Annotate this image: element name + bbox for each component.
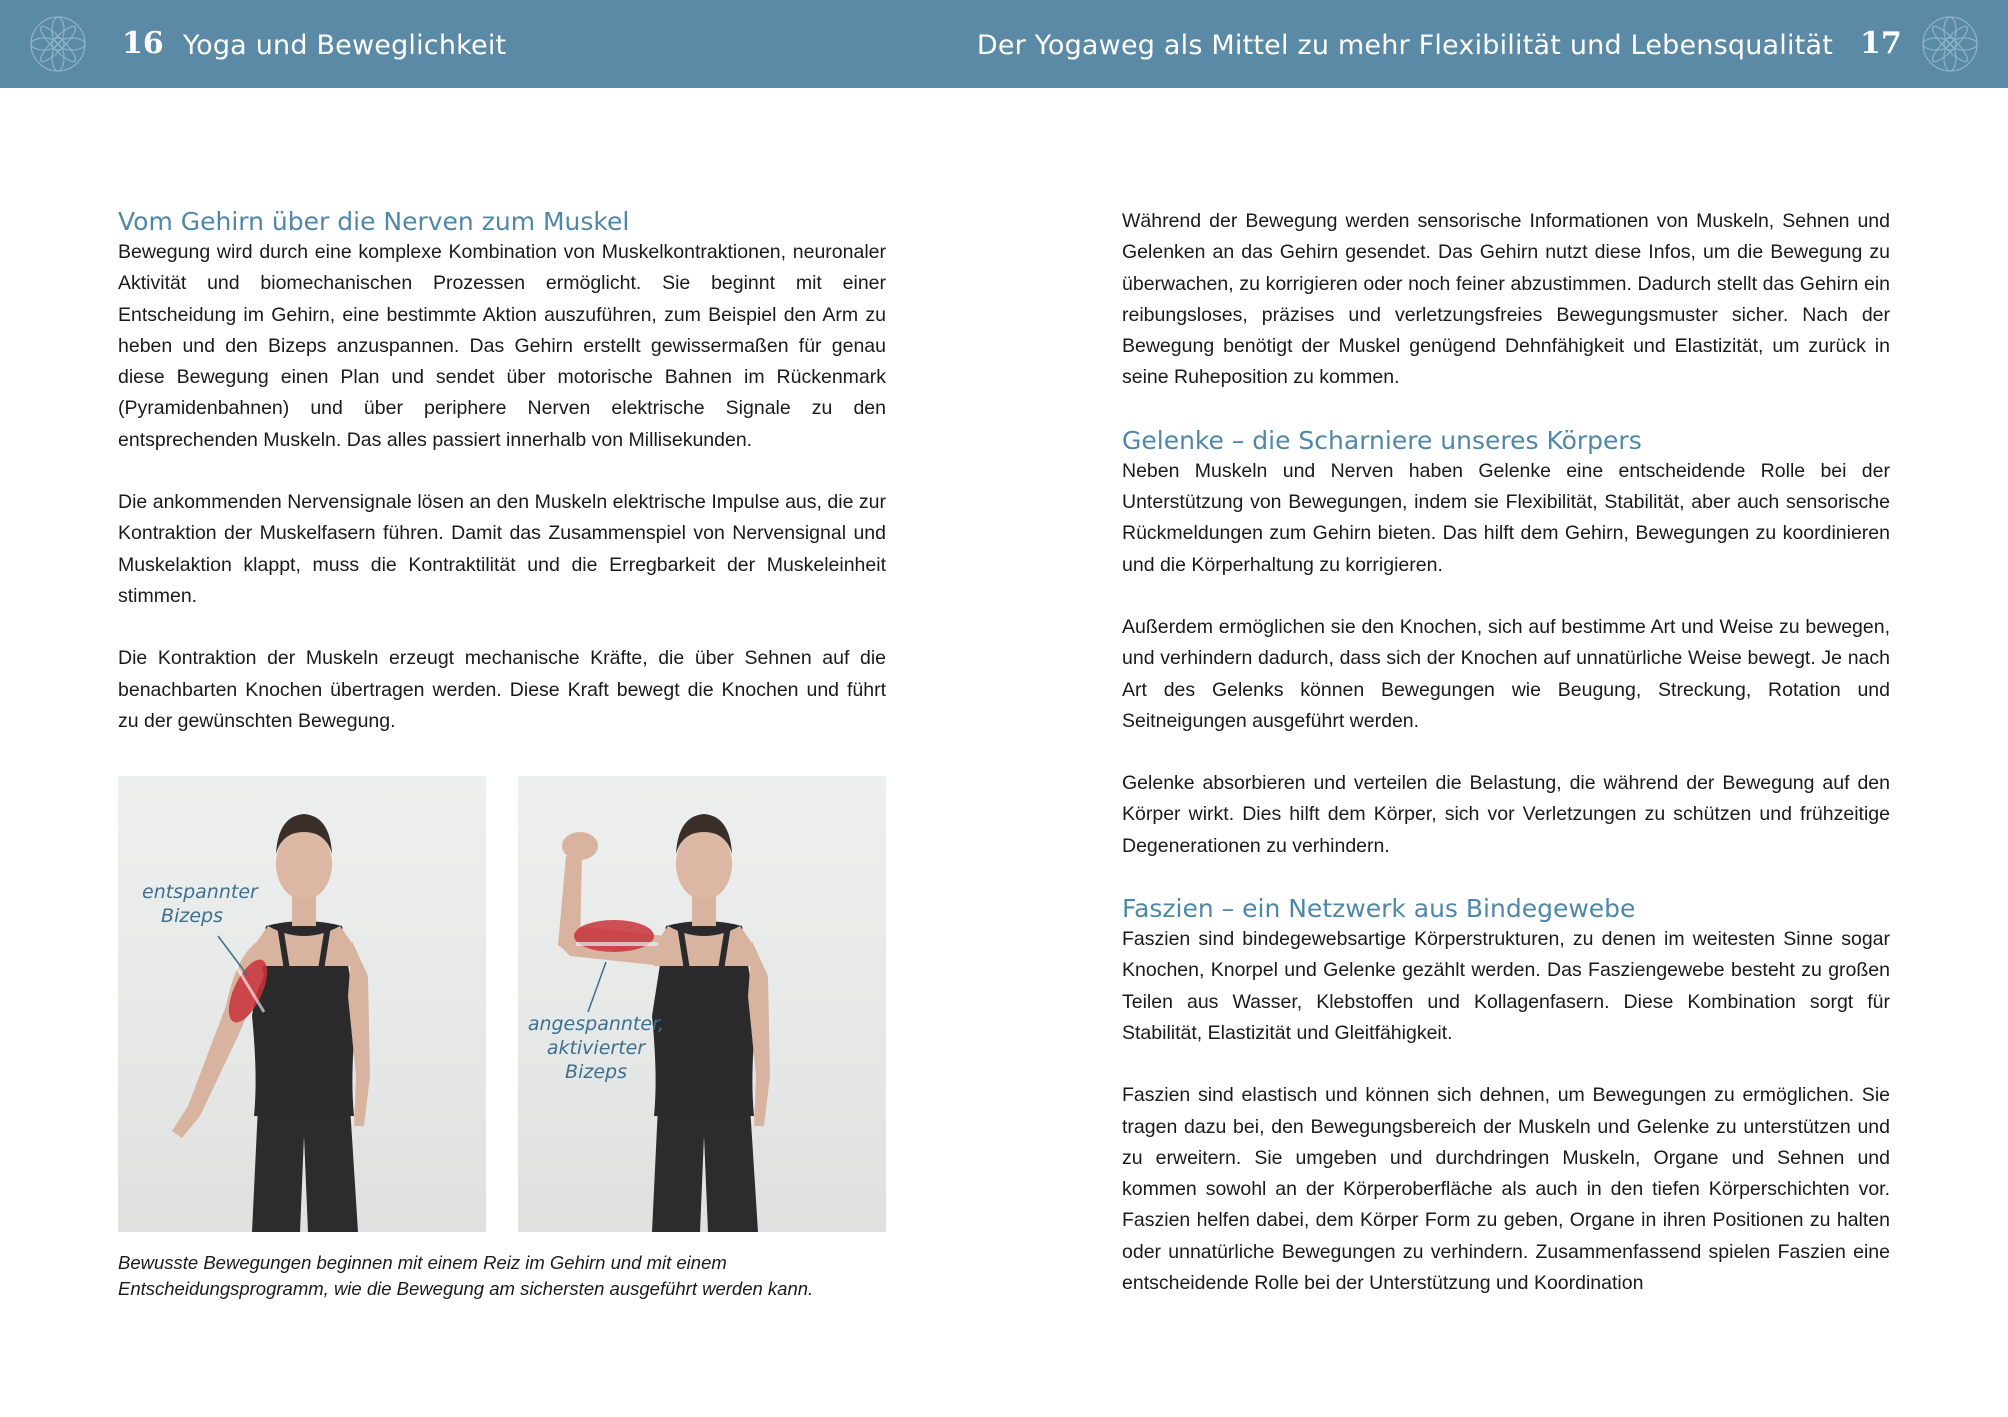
left-column xyxy=(118,206,886,768)
paragraph: Faszien sind elastisch und können sich dehnen, um Bewegungen zu ermöglichen. Sie tragen dazu bei, den Bewegungsbereich der Muskeln und Gelenke zu unterstützen und zu erweitern. Sie umgeben und durchdringen Muskeln, Organe und Sehnen und kommen sowohl an der Körperoberfläche als auch in den tiefen Körperschichten vor. Faszien helfen dabei, dem Körper Form zu geben, Organe in ihren Positionen zu halten oder unnatürliche Bewegungen zu verhindern. Zusammenfassend spielen Faszien eine entscheidende Rolle bei der Unterstützung und Koordination xyxy=(1122,1084,1890,1295)
page-header xyxy=(0,0,2008,88)
photo-relaxed-biceps xyxy=(118,776,486,1232)
label-line: Bizeps xyxy=(161,905,223,927)
section-heading: Vom Gehirn über die Nerven zum Muskel xyxy=(118,207,630,236)
photo-tense-biceps xyxy=(518,776,886,1232)
right-running-title: Der Yogaweg als Mittel zu mehr Flexibilität und Lebensqualität xyxy=(976,30,1833,61)
mandala-icon xyxy=(1920,14,1980,74)
left-page-number: 16 xyxy=(122,26,164,61)
woman-relaxed-illustration xyxy=(118,776,486,1232)
right-page-number: 17 xyxy=(1860,26,1902,61)
label-line: entspannter xyxy=(142,881,258,903)
left-running-title: Yoga und Beweglichkeit xyxy=(183,30,507,61)
paragraph: Gelenke absorbieren und verteilen die Belastung, die während der Bewegung auf den Körper wirkt. Dies hilft dem Körper, sich vor Verletzungen zu schützen und frühzeitige Degenerationen zu verhindern. xyxy=(1122,772,1890,857)
paragraph: Die ankommenden Nervensignale lösen an den Muskeln elektrische Impulse aus, die zur Kontraktion der Muskelfasern führen. Damit das Zusammenspiel von Nervensignal und Muskelaktion klappt, muss die Kontraktilität und die Erregbarkeit der Muskeleinheit stimmen. xyxy=(118,491,886,607)
paragraph: Außerdem ermöglichen sie den Knochen, sich auf bestimme Art und Weise zu bewegen, und verhindern dadurch, dass sich der Knochen auf unnatürliche Weise bewegt. Je nach Art des Gelenks können Bewegungen wie Beugung, Streckung, Rotation und Seitneigungen ausgeführt werden. xyxy=(1122,615,1890,732)
section-heading: Gelenke – die Scharniere unseres Körpers xyxy=(1122,425,1642,455)
label-tense-biceps xyxy=(526,1012,666,1084)
section-heading: Faszien – ein Netzwerk aus Bindegewebe xyxy=(1122,894,1636,924)
label-relaxed-biceps xyxy=(142,880,258,928)
paragraph: Während der Bewegung werden sensorische Informationen von Muskeln, Sehnen und Gelenken an das Gehirn gesendet. Das Gehirn nutzt diese Infos, um die Bewegung zu überwachen, zu korrigieren oder noch feiner abzustimmen. Dadurch stellt das Gehirn ein reibungsloses, präzises und verletzungsfreies Bewegungsmuster sicher. Nach der Bewegung benötigt der Muskel genügend Dehnfähigkeit und Elastizität, um zurück in seine Ruheposition zu kommen. xyxy=(1122,210,1890,389)
label-line: aktivierter xyxy=(546,1037,646,1059)
photo-pair xyxy=(118,776,886,1232)
label-line: Bizeps xyxy=(565,1061,627,1083)
paragraph: Faszien sind bindegewebsartige Körperstrukturen, zu denen im weitesten Sinne sogar Knochen, Knorpel und Gelenke gezählt werden. Das Fasziengewebe besteht zu großen Teilen aus Wasser, Klebstoffen und Kollagenfasern. Diese Kombination sorgt für Stabilität, Elastizität und Gleitfähigkeit. xyxy=(1122,928,1890,1044)
figure-caption: Bewusste Bewegungen beginnen mit einem Reiz im Gehirn und mit einem Entscheidungsprogramm, wie die Bewegung am sichersten ausgeführt werden kann. xyxy=(118,1252,814,1299)
paragraph: Bewegung wird durch eine komplexe Kombination von Muskelkontraktionen, neuronaler Aktivität und biomechanischen Prozessen ermöglicht. Sie beginnt mit einer Entscheidung im Gehirn, eine bestimmte Aktion auszuführen, zum Beispiel den Arm zu heben und den Bizeps anzuspannen. Das Gehirn erstellt gewissermaßen für genau diese Bewegung einen Plan und sendet über motorische Bahnen im Rückenmark (Pyramidenbahnen) und über periphere Nerven elektrische Signale zu den entsprechenden Muskeln. Das alles passiert innerhalb von Millisekunden. xyxy=(118,241,886,451)
right-column xyxy=(1122,206,1890,1330)
woman-flexing-illustration xyxy=(518,776,886,1232)
paragraph: Die Kontraktion der Muskeln erzeugt mechanische Kräfte, die über Sehnen auf die benachbarten Knochen übertragen werden. Diese Kraft bewegt die Knochen und führt zu der gewünschten Bewegung. xyxy=(118,647,886,732)
mandala-icon xyxy=(28,14,88,74)
label-line: angespannter, xyxy=(527,1013,665,1035)
paragraph: Neben Muskeln und Nerven haben Gelenke eine entscheidende Rolle bei der Unterstützung von Bewegungen, indem sie Flexibilität, Stabilität, aber auch sensorische Rückmeldungen zum Gehirn bieten. Das hilft dem Gehirn, Bewegungen zu koordinieren und die Körperhaltung zu korrigieren. xyxy=(1122,459,1890,576)
